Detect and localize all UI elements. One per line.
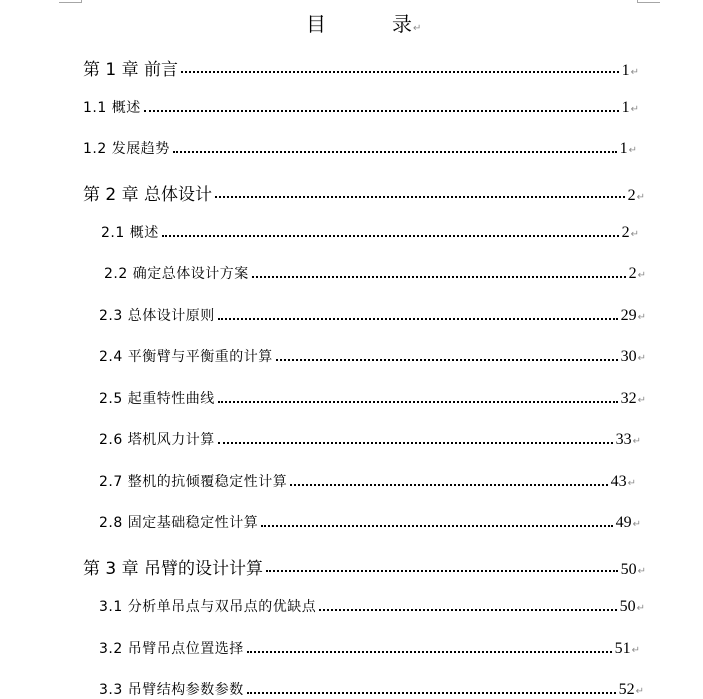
dot-leader	[261, 525, 612, 527]
toc-entry-label: 2.5 起重特性曲线	[99, 391, 215, 407]
paragraph-mark-icon: ↵	[636, 603, 645, 614]
dot-leader	[144, 110, 619, 112]
paragraph-mark-icon: ↵	[630, 104, 639, 115]
toc-title-char-2	[392, 12, 421, 41]
toc-entry-page: 51	[614, 640, 631, 657]
toc-entry[interactable]	[99, 512, 641, 532]
toc-entry-page: 1	[619, 140, 628, 157]
toc-entry-page: 2	[621, 224, 630, 241]
page-corner-mark-left	[59, 0, 82, 3]
toc-entry-label: 第 3 章 吊臂的设计计算	[83, 559, 264, 579]
paragraph-mark-icon: ↵	[632, 519, 641, 530]
toc-entry[interactable]	[83, 554, 646, 579]
toc-entry[interactable]	[101, 222, 639, 242]
dot-leader	[162, 235, 619, 237]
toc-entry[interactable]	[83, 97, 639, 117]
paragraph-mark-icon: ↵	[627, 478, 636, 489]
toc-entry[interactable]	[99, 596, 645, 616]
toc-entry-label: 2.3 总体设计原则	[99, 308, 215, 324]
toc-title-char-1: 目	[306, 12, 326, 36]
toc-entry-label: 1.1 概述	[83, 100, 141, 116]
toc-entry-page: 50	[619, 598, 636, 615]
paragraph-mark-icon: ↵	[636, 192, 645, 203]
dot-leader	[276, 359, 618, 361]
toc-entry-page: 30	[620, 348, 637, 365]
toc-entry-label: 2.2 确定总体设计方案	[104, 266, 249, 282]
paragraph-mark-icon: ↵	[637, 312, 646, 323]
toc-entry-label: 第 1 章 前言	[83, 60, 179, 80]
paragraph-mark-icon: ↵	[630, 229, 639, 240]
toc-entry-page: 32	[620, 390, 637, 407]
paragraph-mark-icon: ↵	[413, 23, 422, 34]
toc-entry-label: 第 2 章 总体设计	[83, 185, 213, 205]
toc-entry[interactable]	[83, 138, 637, 158]
dot-leader	[247, 651, 612, 653]
dot-leader	[252, 276, 626, 278]
dot-leader	[247, 692, 616, 694]
toc-entry[interactable]	[83, 180, 645, 205]
toc-entry-page: 29	[620, 307, 637, 324]
toc-entry-label: 1.2 发展趋势	[83, 141, 170, 157]
paragraph-mark-icon: ↵	[637, 395, 646, 406]
paragraph-mark-icon: ↵	[628, 145, 637, 156]
dot-leader	[181, 71, 619, 73]
toc-entry[interactable]	[99, 471, 636, 491]
page-corner-mark-right	[637, 0, 660, 3]
paragraph-mark-icon: ↵	[631, 645, 640, 656]
dot-leader	[215, 196, 625, 198]
toc-entry-label: 2.8 固定基础稳定性计算	[99, 515, 259, 531]
dot-leader	[218, 318, 618, 320]
toc-entry-label: 2.4 平衡臂与平衡重的计算	[99, 349, 273, 365]
paragraph-mark-icon: ↵	[637, 353, 646, 364]
toc-entry-page: 1	[621, 99, 630, 116]
dot-leader	[173, 151, 617, 153]
paragraph-mark-icon: ↵	[635, 686, 644, 697]
toc-entry-label: 2.6 塔机风力计算	[99, 432, 215, 448]
toc-entry-label: 2.1 概述	[101, 225, 159, 241]
toc-entry[interactable]	[99, 429, 641, 449]
toc-entry-page: 52	[618, 681, 635, 698]
paragraph-mark-icon: ↵	[630, 67, 639, 78]
toc-entry-page: 50	[620, 561, 637, 578]
toc-title-char-2-text: 录	[392, 12, 412, 36]
toc-entry-page: 2	[628, 265, 637, 282]
paragraph-mark-icon: ↵	[637, 270, 646, 281]
dot-leader	[319, 609, 616, 611]
toc-entry-label: 2.7 整机的抗倾覆稳定性计算	[99, 474, 288, 490]
dot-leader	[218, 442, 613, 444]
toc-entry-page: 2	[627, 187, 636, 204]
toc-entry[interactable]	[83, 55, 639, 80]
dot-leader	[266, 570, 618, 572]
toc-entry[interactable]	[99, 638, 640, 658]
toc-entry-page: 1	[621, 62, 630, 79]
dot-leader	[218, 401, 618, 403]
toc-entry-label: 3.3 吊臂结构参数参数	[99, 682, 244, 698]
dot-leader	[290, 484, 607, 486]
toc-entry-label: 3.1 分析单吊点与双吊点的优缺点	[99, 599, 317, 615]
toc-entry[interactable]	[99, 679, 644, 699]
toc-entry-page: 49	[615, 514, 632, 531]
toc-entry-label: 3.2 吊臂吊点位置选择	[99, 641, 244, 657]
paragraph-mark-icon: ↵	[637, 566, 646, 577]
toc-entry[interactable]	[99, 388, 646, 408]
toc-entry[interactable]	[99, 305, 646, 325]
toc-entry-page: 33	[615, 431, 632, 448]
paragraph-mark-icon: ↵	[632, 436, 641, 447]
toc-entry[interactable]	[99, 346, 646, 366]
toc-entry[interactable]	[104, 263, 646, 283]
toc-entry-page: 43	[610, 473, 627, 490]
